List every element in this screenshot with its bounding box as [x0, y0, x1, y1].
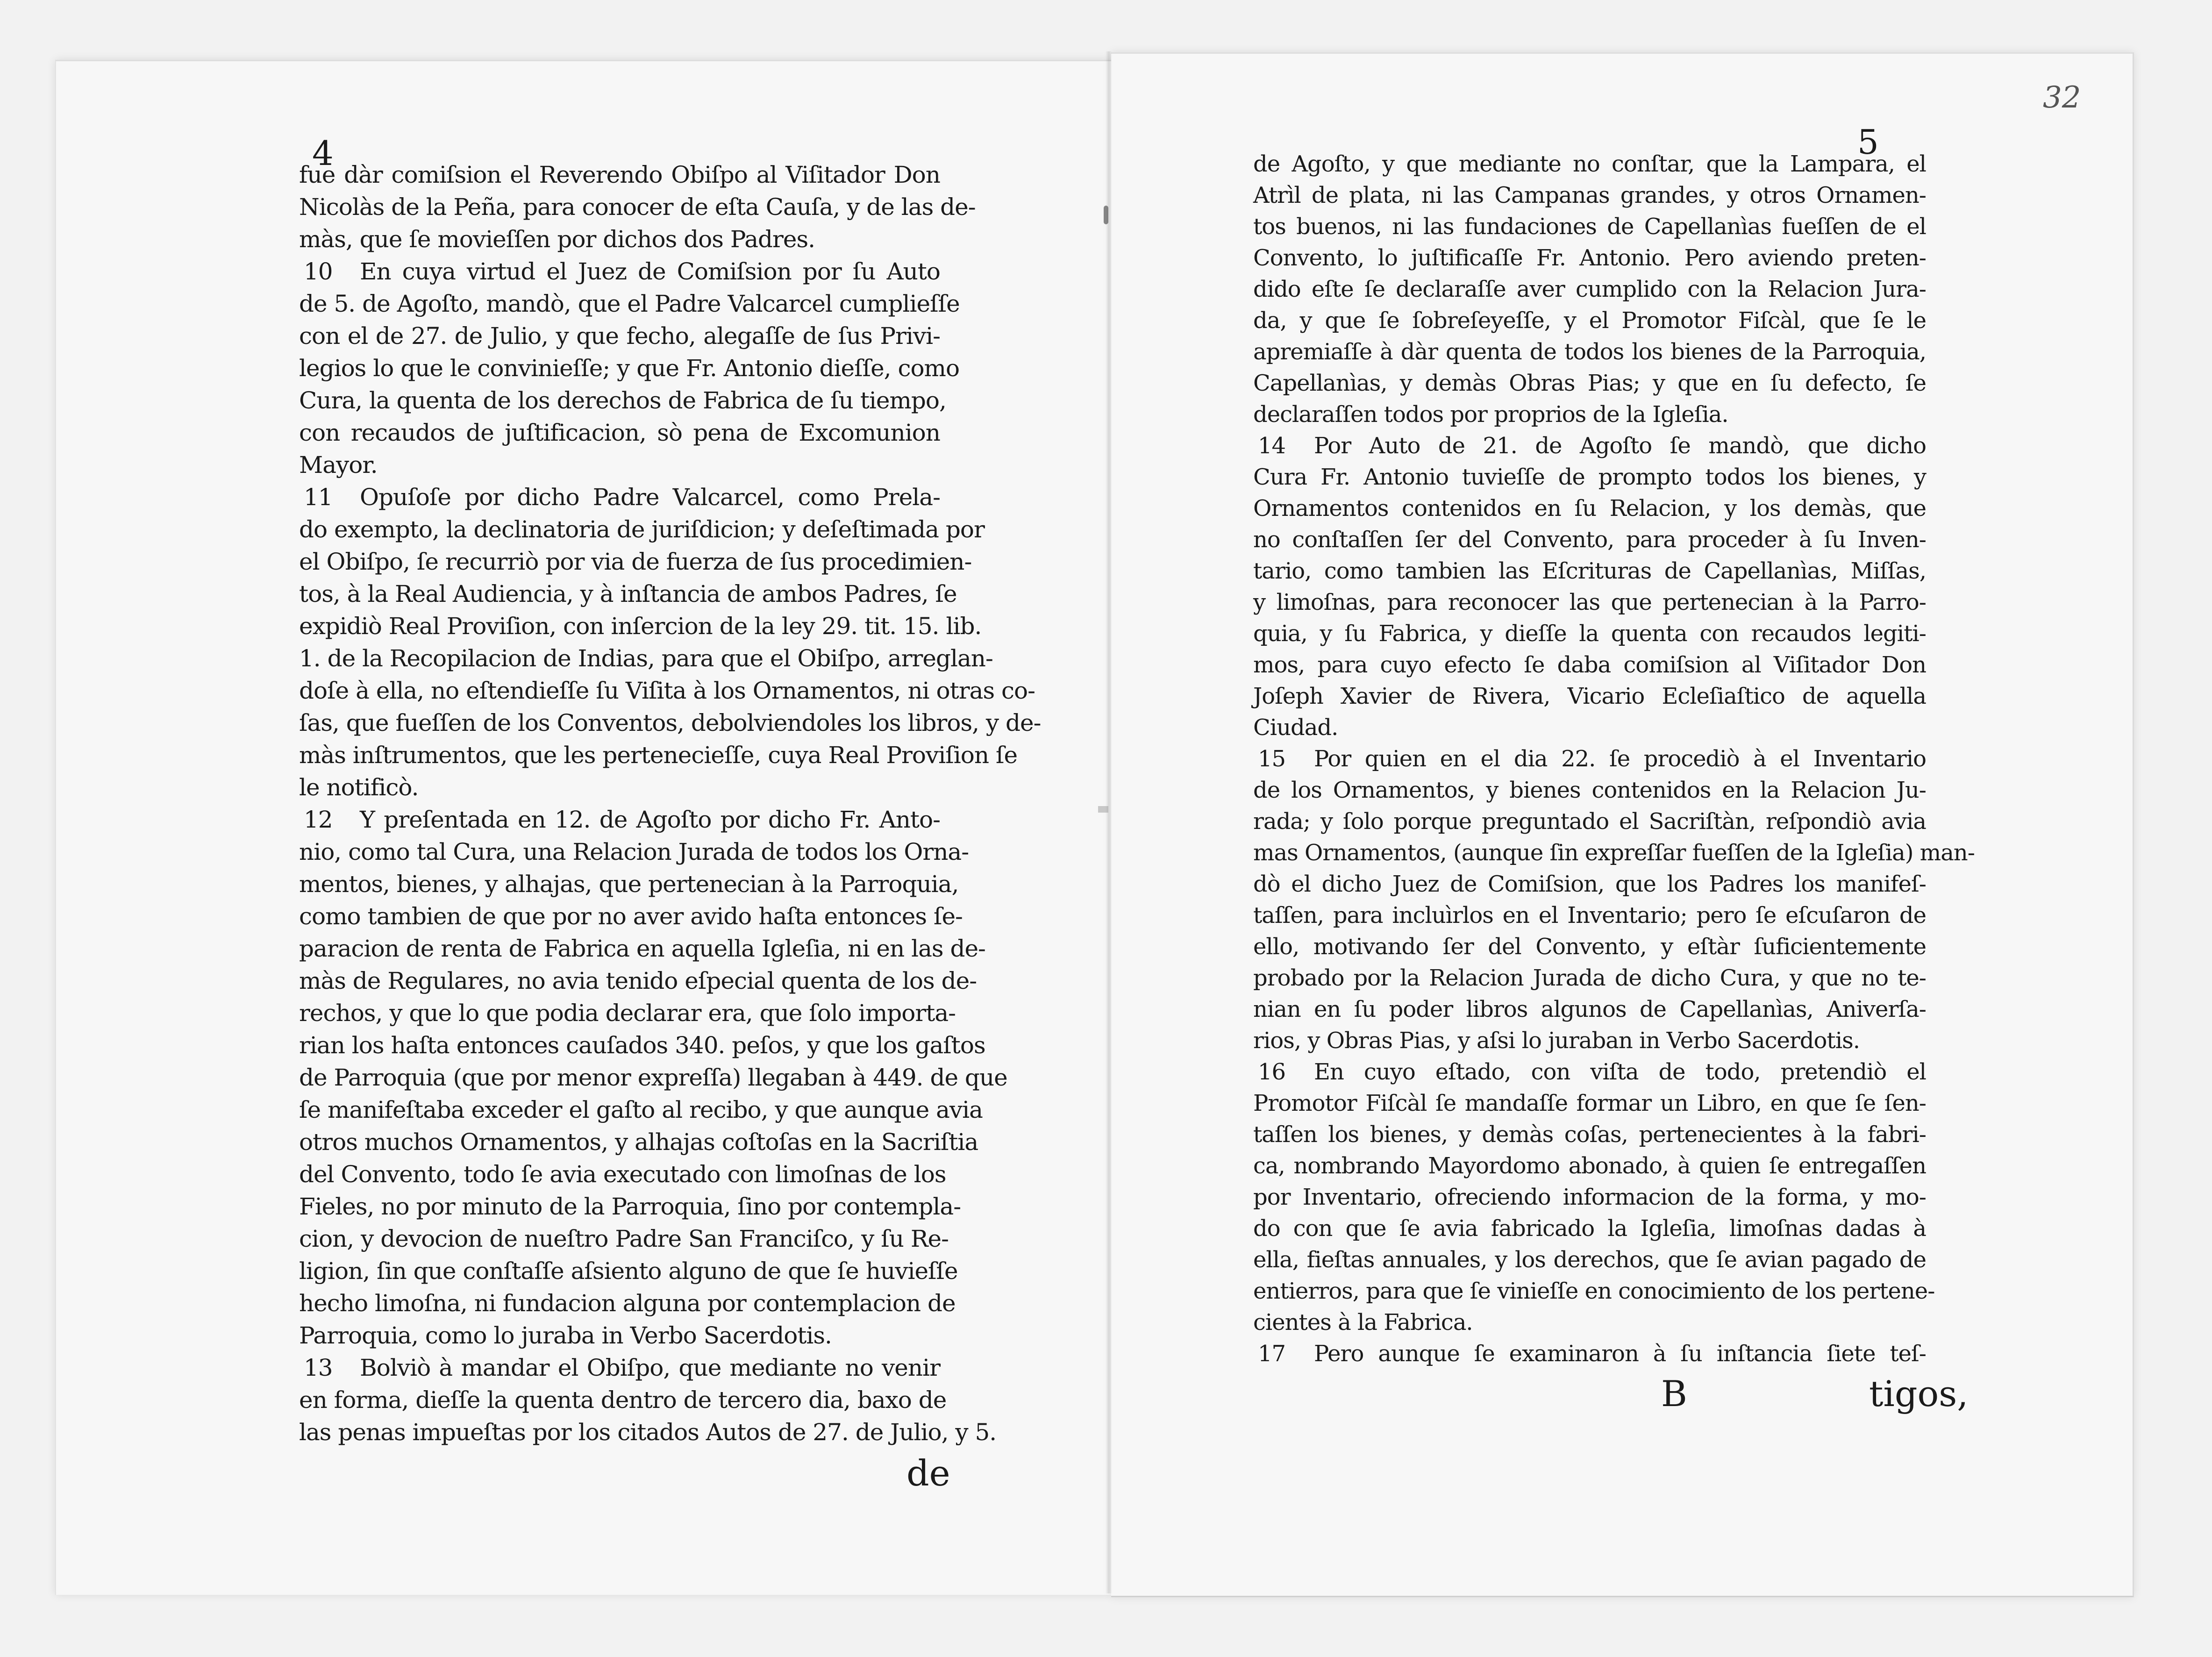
- line-text: Parroquia, como lo juraba in Verbo Sacerdotis.: [299, 1322, 832, 1349]
- line-text: tos buenos, ni las fundaciones de Capellanìas fueſſen de el: [1253, 214, 1926, 240]
- line-text: mos, para cuyo efecto ſe daba comiſsion al Viſitador Don: [1253, 652, 1926, 678]
- text-line: [1253, 556, 1926, 587]
- line-text: Y preſentada en 12. de Agoſto por dicho Fr. Anto-: [360, 806, 940, 833]
- text-line: [299, 1255, 958, 1287]
- line-text: Capellanìas, y demàs Obras Pias; y que en ſu defecto, ſe: [1253, 370, 1926, 396]
- text-line: [1253, 305, 1926, 336]
- text-line: [299, 1029, 985, 1062]
- text-line: [1253, 336, 1926, 368]
- text-line: [299, 159, 940, 191]
- line-text: ſe manifeſtaba exceder el gaſto al recibo, y que aunque avia: [299, 1096, 983, 1123]
- text-line: [299, 997, 956, 1029]
- text-line: [299, 546, 972, 578]
- text-line: [299, 1223, 949, 1255]
- line-text: entierros, para que ſe vinieſſe en conocimiento de los pertene-: [1253, 1278, 1935, 1304]
- text-line: [1253, 462, 1926, 493]
- text-line: [1253, 1119, 1926, 1150]
- line-text: màs de Regulares, no avia tenido eſpecial quenta de los de-: [299, 967, 977, 994]
- text-line: [1253, 368, 1926, 399]
- line-text: legios lo que le convinieſſe; y que Fr. Antonio dieſſe, como: [299, 355, 960, 382]
- line-text: nio, como tal Cura, una Relacion Jurada de todos los Orna-: [299, 838, 969, 865]
- line-text: de los Ornamentos, y bienes contenidos en la Relacion Ju-: [1253, 777, 1926, 803]
- text-line: [299, 352, 960, 385]
- text-line: [1253, 399, 1926, 430]
- text-line: [1253, 743, 1926, 775]
- paragraph-number: 12: [304, 806, 333, 833]
- line-text: las penas impueſtas por los citados Autos de 27. de Julio, y 5.: [299, 1419, 997, 1446]
- line-text: taſſen, para incluìrlos en el Inventario; pero ſe eſcuſaron de: [1253, 902, 1926, 928]
- text-line: [1253, 1307, 1926, 1338]
- text-line: [1253, 900, 1926, 931]
- line-text: del Convento, todo ſe avia executado con limoſnas de los: [299, 1161, 946, 1188]
- paragraph-number: 14: [1258, 433, 1286, 459]
- text-line: [1253, 712, 1926, 743]
- paragraph-number: 17: [1258, 1341, 1286, 1367]
- line-text: con recaudos de juſtificacion, sò pena de Excomunion: [299, 419, 940, 446]
- line-text: tario, como tambien las Eſcrituras de Capellanìas, Miſſas,: [1253, 558, 1926, 584]
- text-line: [1253, 493, 1926, 524]
- text-line: [299, 933, 985, 965]
- text-line: [1253, 931, 1926, 963]
- line-text: ſas, que fueſſen de los Conventos, debolviendoles los libros, y de-: [299, 709, 1041, 736]
- line-text: y limoſnas, para reconocer las que pertenecian à la Parro-: [1253, 589, 1926, 615]
- line-text: quia, y ſu Fabrica, y dieſſe la quenta con recaudos legiti-: [1253, 621, 1926, 647]
- text-line: [1253, 1182, 1926, 1213]
- line-text: el Obiſpo, ſe recurriò por via de fuerza de ſus procedimien-: [299, 548, 972, 575]
- text-line: [299, 1094, 983, 1126]
- text-line: [299, 771, 940, 804]
- text-line: [1253, 994, 1926, 1025]
- line-text: ca, nombrando Mayordomo abonado, à quien ſe entregaſſen: [1253, 1153, 1926, 1179]
- text-line: [299, 643, 993, 675]
- signature-mark: B: [1661, 1373, 1687, 1414]
- line-text: apremiaſſe à dàr quenta de todos los bienes de la Parroquia,: [1253, 339, 1926, 365]
- text-line: [1253, 1338, 1926, 1370]
- text-line: [1253, 1150, 1926, 1182]
- line-text: do exempto, la declinatoria de juriſdicion; y deſeſtimada por: [299, 516, 985, 543]
- line-text: rian los haſta entonces cauſados 340. peſos, y que los gaſtos: [299, 1032, 985, 1059]
- line-text: de Agoſto, y que mediante no conſtar, que la Lampara, el: [1253, 151, 1926, 177]
- catchword-left: de: [906, 1452, 950, 1494]
- text-line: [299, 1126, 978, 1158]
- text-line: [299, 514, 985, 546]
- line-text: taſſen los bienes, y demàs coſas, pertenecientes à la fabri-: [1253, 1121, 1926, 1148]
- left-text-column: [299, 159, 1041, 1449]
- text-line: [299, 1287, 956, 1320]
- text-line: [1253, 681, 1926, 712]
- line-text: rios, y Obras Pias, y aſsi lo juraban in Verbo Sacerdotis.: [1253, 1028, 1860, 1054]
- text-line: [299, 965, 977, 997]
- line-text: Bolviò à mandar el Obiſpo, que mediante no venir: [360, 1354, 940, 1381]
- line-text: màs, que ſe movieſſen por dichos dos Padres.: [299, 226, 815, 253]
- line-text: cion, y devocion de nueſtro Padre San Franciſco, y ſu Re-: [299, 1225, 949, 1252]
- text-line: [1253, 1025, 1926, 1057]
- line-text: màs inſtrumentos, que les perteneciеſſe, cuya Real Proviſion ſe: [299, 742, 1018, 769]
- page-number-left: 4: [312, 134, 334, 173]
- text-line: [299, 1158, 946, 1191]
- line-text: como tambien de que por no aver avido haſta entonces ſe-: [299, 903, 963, 930]
- line-text: probado por la Relacion Jurada de dicho Cura, y que no te-: [1253, 965, 1926, 991]
- text-line: [1253, 1088, 1926, 1119]
- text-line: [299, 675, 1035, 707]
- line-text: Nicolàs de la Peña, para conocer de eſta Cauſa, y de las de-: [299, 193, 976, 221]
- paragraph-number: 11: [304, 484, 333, 511]
- text-line: [1253, 430, 1926, 462]
- line-text: dido eſte ſe declaraſſe aver cumplido con la Relacion Jura-: [1253, 276, 1926, 302]
- line-text: Ornamentos contenidos en ſu Relacion, y los demàs, que: [1253, 495, 1926, 521]
- text-line: [1253, 806, 1926, 837]
- text-line: [1253, 963, 1926, 994]
- binding-stitch-mark: [1098, 806, 1108, 813]
- line-text: doſe à ella, no eſtendieſſe ſu Viſita à los Ornamentos, ni otras co-: [299, 677, 1035, 704]
- line-text: Fieles, no por minuto de la Parroquia, ſino por contempla-: [299, 1193, 961, 1220]
- line-text: Promotor Fiſcàl ſe mandaſſe formar un Libro, en que ſe ſen-: [1253, 1090, 1926, 1116]
- line-text: 1. de la Recopilacion de Indias, para que el Obiſpo, arreglan-: [299, 645, 993, 672]
- text-line: [299, 900, 963, 933]
- line-text: dò el dicho Juez de Comiſsion, que los Padres los manifeſ-: [1253, 871, 1926, 897]
- line-text: declaraſſen todos por proprios de la Igleſia.: [1253, 401, 1728, 428]
- text-line: [299, 1320, 940, 1352]
- text-line: [299, 385, 946, 417]
- text-line: [299, 1062, 1007, 1094]
- paragraph-number: 15: [1258, 746, 1286, 772]
- right-text-column: [1253, 149, 1975, 1370]
- line-text: Pero aunque ſe examinaron à ſu inſtancia ſiete teſ-: [1314, 1341, 1926, 1367]
- text-line: [1253, 1276, 1935, 1307]
- text-line: [299, 707, 1041, 739]
- line-text: por Inventario, ofreciendo informacion de la forma, y mo-: [1253, 1184, 1926, 1210]
- line-text: no conſtaſſen ſer del Convento, para proceder à ſu Inven-: [1253, 527, 1926, 553]
- catchword-right: tigos,: [1869, 1373, 1969, 1414]
- line-text: tos, à la Real Audiencia, y à inſtancia de ambos Padres, ſe: [299, 580, 957, 607]
- text-line: [1253, 274, 1926, 305]
- text-line: [299, 1384, 947, 1416]
- line-text: expidiò Real Proviſion, con inſercion de la ley 29. tit. 15. lib.: [299, 613, 982, 640]
- line-text: mentos, bienes, y alhajas, que pertenecian à la Parroquia,: [299, 871, 959, 898]
- text-line: [299, 256, 940, 288]
- text-line: [1253, 1213, 1926, 1244]
- text-line: [299, 868, 959, 900]
- line-text: con el de 27. de Julio, y que fecho, alegaſſe de ſus Privi-: [299, 322, 940, 350]
- text-line: [299, 739, 1018, 771]
- line-text: rada; y ſolo porque preguntado el Sacriſtàn, reſpondiò avia: [1253, 808, 1926, 835]
- text-line: [299, 1352, 940, 1384]
- line-text: Cura Fr. Antonio tuvieſſe de prompto todos los bienes, y: [1253, 464, 1926, 490]
- folio-annotation: 32: [2043, 80, 2081, 115]
- line-text: En cuyo eſtado, con viſta de todo, pretendiò el: [1314, 1059, 1926, 1085]
- line-text: fue dàr comiſsion el Reverendo Obiſpo al Viſitador Don: [299, 161, 940, 188]
- line-text: Ciudad.: [1253, 714, 1338, 741]
- paragraph-number: 10: [304, 258, 333, 285]
- text-line: [1253, 1057, 1926, 1088]
- line-text: do con que ſe avia fabricado la Igleſia, limoſnas dadas à: [1253, 1215, 1926, 1242]
- line-text: Cura, la quenta de los derechos de Fabrica de ſu tiempo,: [299, 387, 946, 414]
- line-text: Mayor.: [299, 451, 378, 479]
- binding-stitch-mark: [1104, 206, 1108, 224]
- text-line: [299, 836, 969, 868]
- line-text: paracion de renta de Fabrica en aquella Igleſia, ni en las de-: [299, 935, 985, 962]
- text-line: [1253, 243, 1926, 274]
- line-text: de 5. de Agoſto, mandò, que el Padre Valcarcel cumplieſſe: [299, 290, 960, 317]
- text-line: [299, 610, 982, 643]
- line-text: ella, fieſtas annuales, y los derechos, que ſe avian pagado de: [1253, 1247, 1926, 1273]
- line-text: Por quien en el dia 22. ſe procediò à el Inventario: [1314, 746, 1926, 772]
- line-text: hecho limoſna, ni fundacion alguna por contemplacion de: [299, 1290, 956, 1317]
- line-text: Joſeph Xavier de Rivera, Vicario Ecleſiaſtico de aquella: [1253, 683, 1926, 709]
- text-line: [299, 578, 957, 610]
- text-line: [1253, 1244, 1926, 1276]
- text-line: [299, 1191, 961, 1223]
- text-line: [299, 320, 940, 352]
- text-line: [299, 449, 940, 481]
- line-text: cientes à la Fabrica.: [1253, 1309, 1473, 1336]
- line-text: en forma, dieſſe la quenta dentro de tercero dia, baxo de: [299, 1386, 947, 1414]
- text-line: [299, 417, 940, 449]
- line-text: de Parroquia (que por menor expreſſa) llegaban à 449. de que: [299, 1064, 1007, 1091]
- line-text: ligion, ſin que conſtaſſe aſsiento alguno de que ſe huvieſſe: [299, 1257, 958, 1285]
- paragraph-number: 16: [1258, 1059, 1286, 1085]
- line-text: le notificò.: [299, 774, 419, 801]
- text-line: [1253, 837, 1975, 869]
- line-text: Convento, lo juſtificaſſe Fr. Antonio. Pero aviendo preten-: [1253, 245, 1926, 271]
- text-line: [1253, 587, 1926, 618]
- line-text: otros muchos Ornamentos, y alhajas coſtoſas en la Sacriſtia: [299, 1128, 978, 1156]
- line-text: nian en ſu poder libros algunos de Capellanìas, Aniverſa-: [1253, 996, 1926, 1022]
- text-line: [1253, 149, 1926, 180]
- line-text: mas Ornamentos, (aunque ſin expreſſar fueſſen de la Igleſia) man-: [1253, 840, 1975, 866]
- text-line: [1253, 211, 1926, 243]
- text-line: [1253, 650, 1926, 681]
- line-text: rechos, y que lo que podia declarar era, que ſolo importa-: [299, 1000, 956, 1027]
- text-line: [1253, 869, 1926, 900]
- text-line: [299, 804, 940, 836]
- page-number-right: 5: [1857, 122, 1879, 162]
- line-text: Por Auto de 21. de Agoſto ſe mandò, que dicho: [1314, 433, 1926, 459]
- text-line: [1253, 618, 1926, 650]
- line-text: Atrìl de plata, ni las Campanas grandes, y otros Ornamen-: [1253, 182, 1926, 208]
- text-line: [299, 223, 940, 256]
- text-line: [1253, 524, 1926, 556]
- text-line: [1253, 180, 1926, 211]
- line-text: da, y que ſe ſobreſeyeſſe, y el Promotor Fiſcàl, que ſe le: [1253, 307, 1926, 334]
- text-line: [299, 191, 976, 223]
- text-line: [299, 1416, 997, 1449]
- book-gutter: [1106, 51, 1112, 1593]
- text-line: [299, 288, 960, 320]
- line-text: ello, motivando ſer del Convento, y eſtàr ſuficientemente: [1253, 934, 1926, 960]
- paragraph-number: 13: [304, 1354, 333, 1381]
- line-text: En cuya virtud el Juez de Comiſsion por ſu Auto: [360, 258, 940, 285]
- text-line: [1253, 775, 1926, 806]
- text-line: [299, 481, 940, 514]
- line-text: Opuſoſe por dicho Padre Valcarcel, como Prela-: [360, 484, 940, 511]
